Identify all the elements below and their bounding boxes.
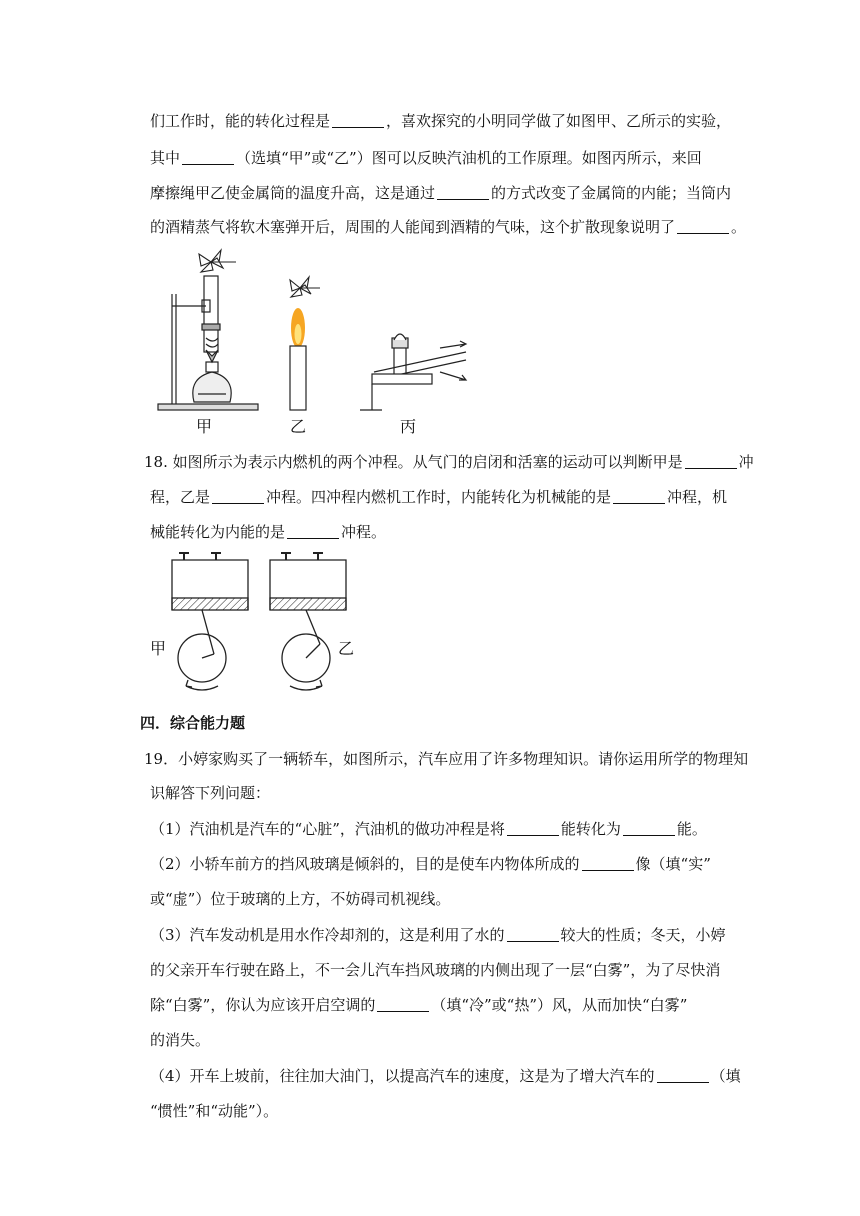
- candle-icon: [290, 308, 306, 410]
- figure-label-yi: 乙: [338, 639, 355, 658]
- q17-text: 摩擦绳甲乙使金属筒的温度升高，这是通过: [150, 184, 436, 202]
- q19-part-4-cont: “惯性”和“动能”）。: [150, 1102, 279, 1120]
- q17-text: ，喜欢探究的小明同学做了如图甲、乙所示的实验，: [386, 112, 732, 130]
- answer-blank[interactable]: [287, 524, 339, 539]
- q18-text: 程，乙是: [150, 488, 211, 506]
- answer-blank[interactable]: [507, 821, 559, 836]
- fig-jia-apparatus: [158, 276, 258, 410]
- q18-line-1: [144, 451, 754, 473]
- q17-text: 们工作时，能的转化过程是: [150, 112, 331, 130]
- cylinder-jia: [172, 553, 248, 690]
- answer-blank[interactable]: [182, 150, 234, 165]
- answer-blank[interactable]: [677, 219, 729, 234]
- q19-text: （1）汽油机是汽车的“心脏”，汽油机的做功冲程是将: [150, 820, 505, 838]
- q19-part-3: [150, 924, 726, 946]
- q18-text: 冲程，机: [667, 488, 728, 506]
- q19-part-4: [150, 1065, 741, 1087]
- q19-text: 较大的性质；冬天，小婷: [560, 926, 726, 944]
- q17-figure: [150, 244, 490, 438]
- pinwheel-icon: [290, 277, 320, 297]
- q19-text: （3）汽车发动机是用水作冷却剂的，这是利用了水的: [150, 926, 505, 944]
- figure-label-jia: 甲: [150, 639, 167, 658]
- answer-blank[interactable]: [437, 185, 489, 200]
- answer-blank[interactable]: [582, 856, 634, 871]
- answer-blank[interactable]: [613, 489, 665, 504]
- figure-label-yi: 乙: [290, 417, 307, 436]
- answer-blank[interactable]: [507, 927, 559, 942]
- q19-part-3-cont2: [150, 994, 687, 1016]
- q19-text: （填“冷”或“热”）风，从而加快“白雾”: [431, 996, 688, 1014]
- q18-text: 冲程。四冲程内燃机工作时，内能转化为机械能的是: [266, 488, 612, 506]
- q19-text: 能转化为: [560, 820, 621, 838]
- q19-text: （2）小轿车前方的挡风玻璃是倾斜的，目的是使车内物体所成的: [150, 855, 580, 873]
- q17-text: （选填“甲”或“乙”）图可以反映汽油机的工作原理。如图丙所示，来回: [236, 149, 702, 167]
- section-heading: 四．综合能力题: [140, 714, 246, 732]
- answer-blank[interactable]: [657, 1068, 709, 1083]
- q18-text: 冲程。: [341, 523, 387, 541]
- fig-bing-apparatus: [360, 334, 466, 410]
- q18-text: 18. 如图所示为表示内燃机的两个冲程。从气门的启闭和活塞的运动可以判断甲是: [144, 453, 683, 471]
- figure-label-jia: 甲: [196, 417, 213, 436]
- q19-part-2: [150, 853, 711, 875]
- q19-part-3-cont3: 的消失。: [150, 1031, 211, 1049]
- cylinder-yi: [270, 553, 346, 690]
- q19-part-2-cont: 或“虚”）位于玻璃的上方，不妨碍司机视线。: [150, 890, 451, 908]
- q19-part-3-cont: 的父亲开车行驶在路上，不一会儿汽车挡风玻璃的内侧出现了一层“白雾”，为了尽快消: [150, 961, 721, 979]
- q17-text: 的方式改变了金属筒的内能；当筒内: [491, 184, 732, 202]
- q19-text: （填: [710, 1067, 741, 1085]
- q19-text: 能。: [676, 820, 707, 838]
- answer-blank[interactable]: [332, 113, 384, 128]
- pinwheel-icon: [199, 250, 236, 272]
- q18-text: 械能转化为内能的是: [150, 523, 286, 541]
- figure-label-bing: 丙: [400, 417, 417, 436]
- q18-line-3: [150, 521, 386, 543]
- answer-blank[interactable]: [623, 821, 675, 836]
- q17-text: 其中: [150, 149, 181, 167]
- q17-line-4: [150, 216, 746, 238]
- answer-blank[interactable]: [377, 997, 429, 1012]
- answer-blank[interactable]: [685, 454, 737, 469]
- q18-figure: [150, 548, 370, 696]
- q17-line-2: [150, 147, 702, 169]
- q19-text: （4）开车上坡前，往往加大油门，以提高汽车的速度，这是为了增大汽车的: [150, 1067, 655, 1085]
- q19-text: 除“白雾”，你认为应该开启空调的: [150, 996, 376, 1014]
- q17-text: 。: [731, 218, 747, 236]
- answer-blank[interactable]: [212, 489, 264, 504]
- q19-text: 像（填“实”: [635, 855, 711, 873]
- q17-line-3: [150, 182, 731, 204]
- q18-text: 冲: [738, 453, 754, 471]
- q19-part-1: [150, 818, 707, 840]
- q17-text: 的酒精蒸气将软木塞弹开后，周围的人能闻到酒精的气味，这个扩散现象说明了: [150, 218, 676, 236]
- q17-line-1: [150, 110, 731, 132]
- q19-line-1: 19．小婷家购买了一辆轿车，如图所示，汽车应用了许多物理知识。请你运用所学的物理知: [144, 750, 749, 768]
- q19-line-2: 识解答下列问题：: [150, 784, 271, 802]
- q18-line-2: [150, 486, 727, 508]
